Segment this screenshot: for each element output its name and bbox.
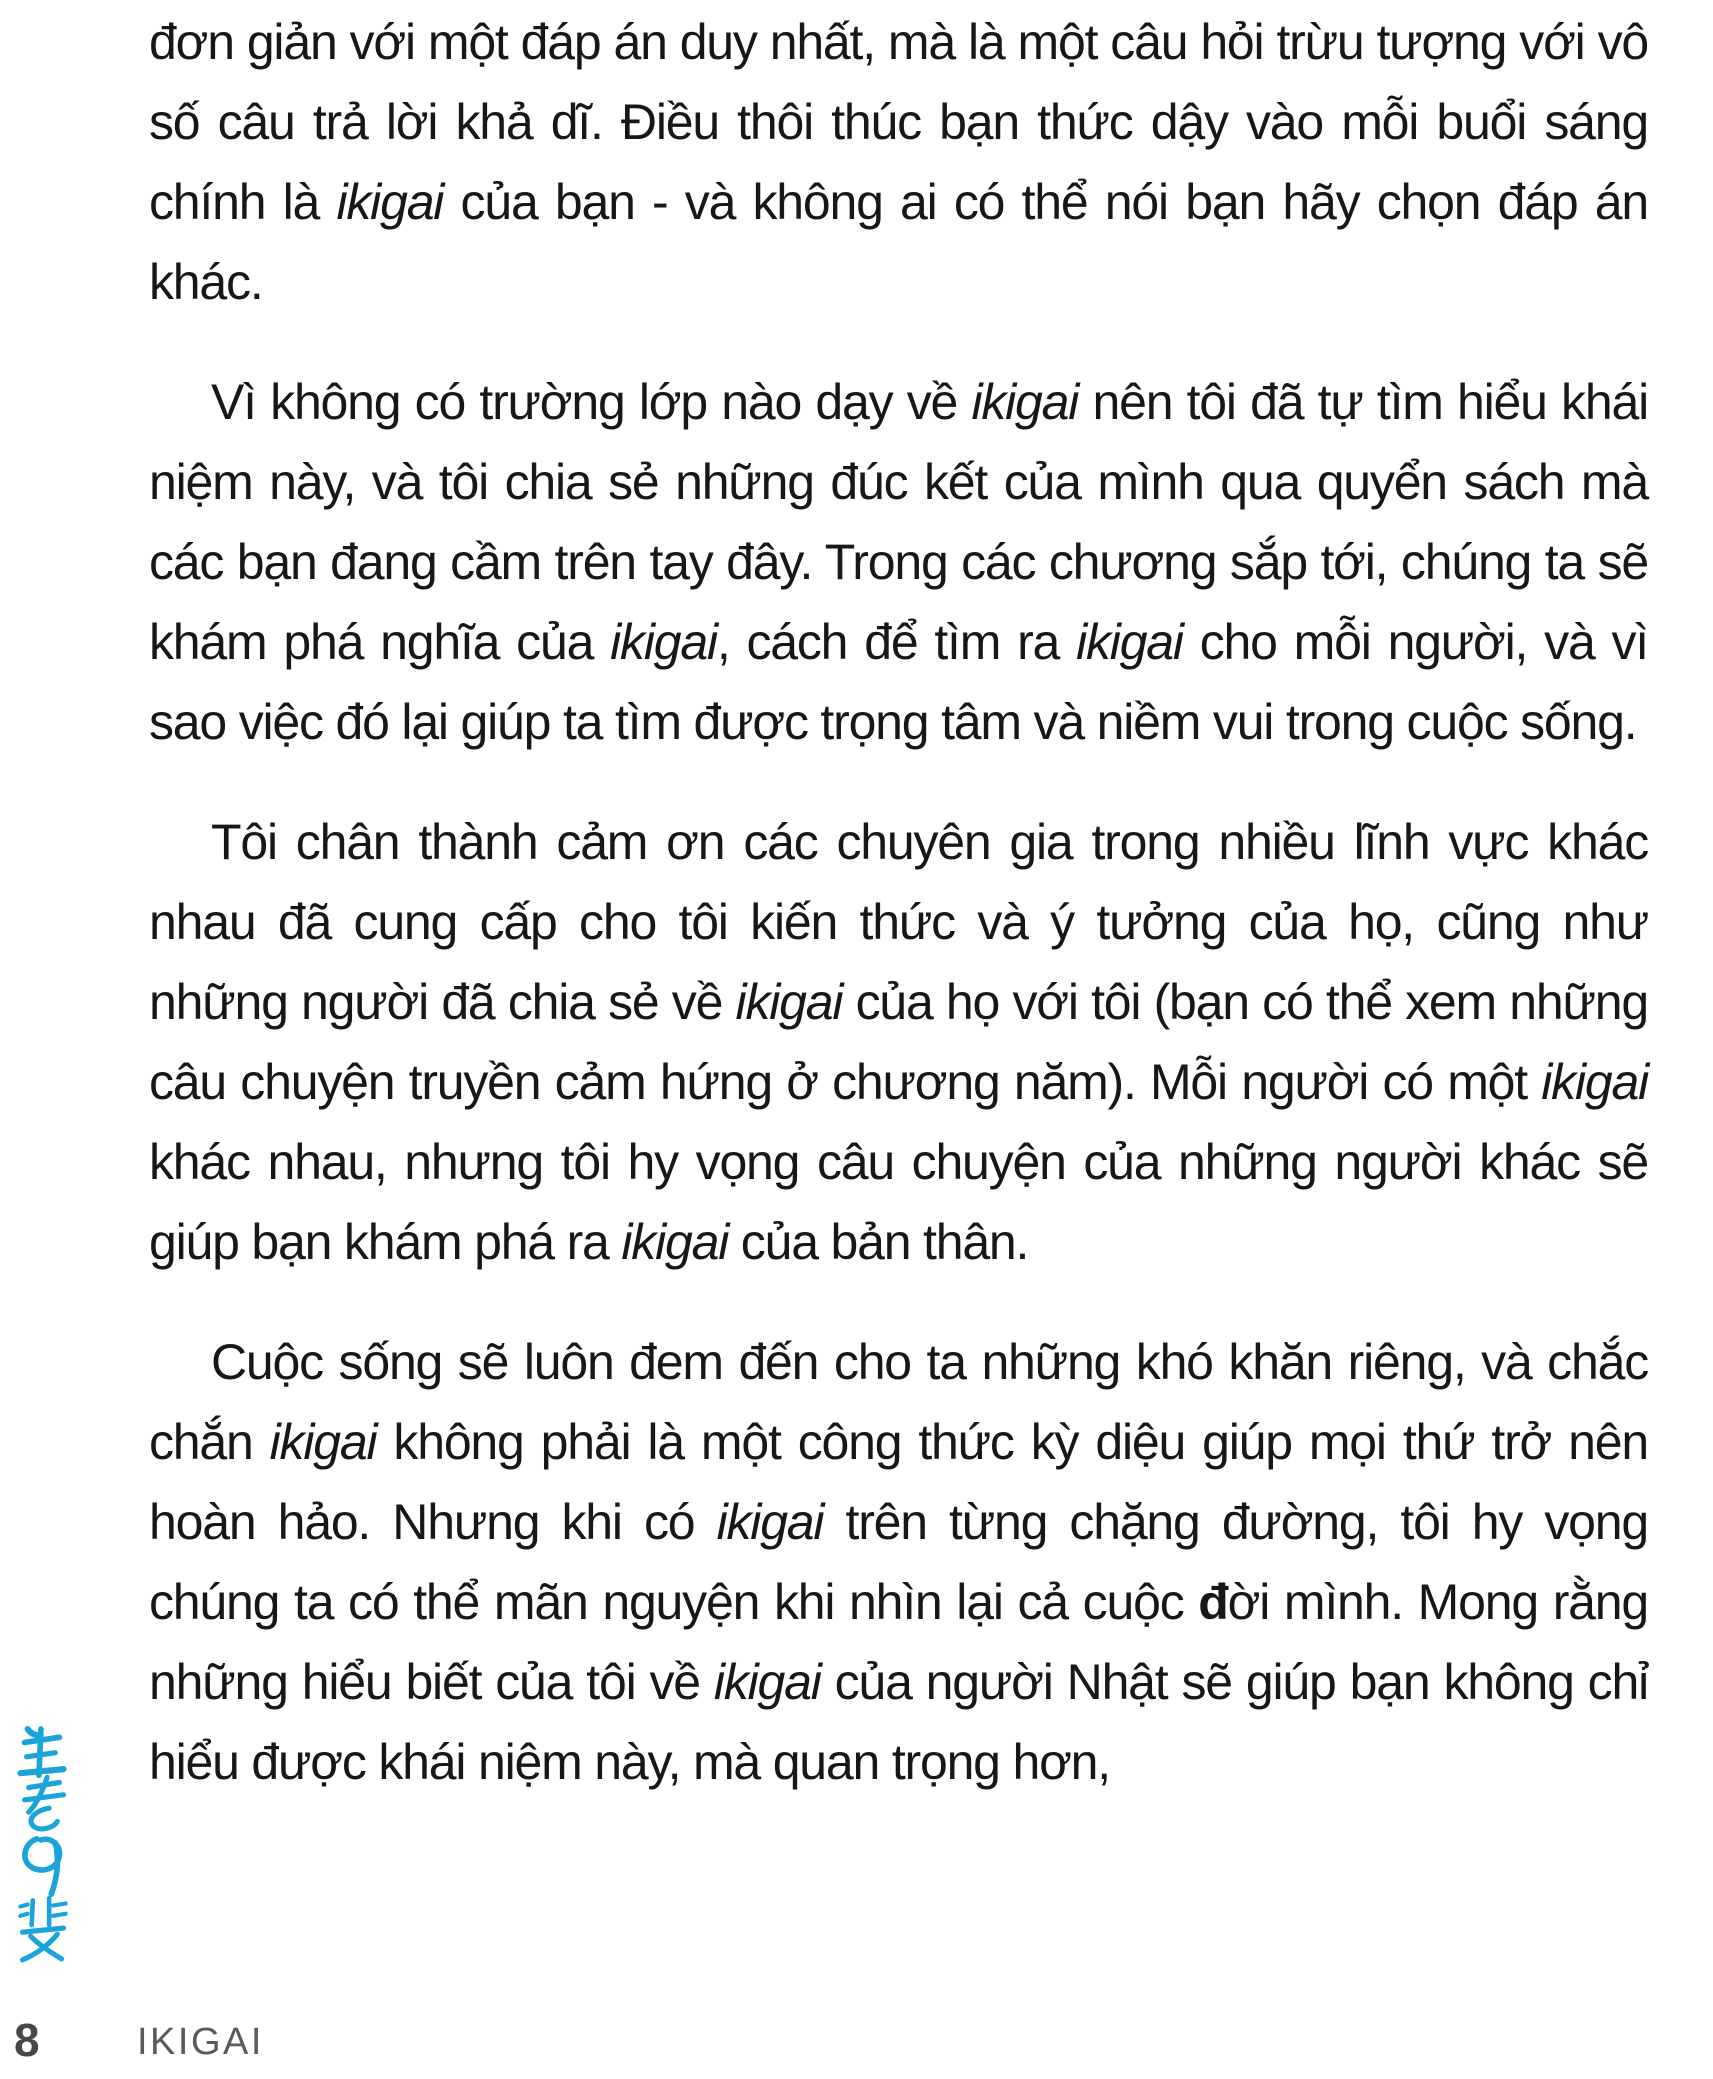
ikigai-term: ikigai [269, 1414, 377, 1470]
book-title: IKIGAI [137, 2021, 264, 2063]
ikigai-term: ikigai [716, 1494, 824, 1550]
ikigai-term: ikigai [610, 614, 717, 670]
text-run: không phải là một công thức kỳ diệu giúp mọi thứ trở nên hoàn hảo. Nhưng khi có [149, 1414, 1648, 1550]
ikigai-calligraphy-svg [10, 1724, 76, 1964]
paragraph [149, 1322, 1648, 1802]
text-run: khác nhau, nhưng tôi hy vọng câu chuyện của những người khác sẽ giúp bạn khám phá ra [149, 1134, 1648, 1270]
text-run: Vì không có trường lớp nào dạy về [211, 374, 972, 430]
kana-ki [25, 1777, 64, 1829]
paragraph [149, 362, 1648, 762]
text-run: đơn giản với một đáp án duy nhất, mà là một câu hỏi trừu tượng với vô số câu trả lời khả dĩ. Điều thôi thúc bạn thức dậy vào mỗi buổi sáng chính là [149, 14, 1648, 230]
text-run: của bạn - và không ai có thể nói bạn hãy chọn đáp án khác. [149, 174, 1649, 310]
kanji-hi [20, 1898, 65, 1960]
text-run: Tôi chân thành cảm ơn các chuyên gia trong nhiều lĩnh vực khác nhau đã cung cấp cho tôi kiến thức và ý tưởng của họ, cũng như những người đã chia sẻ về [149, 814, 1648, 1030]
kanji-sei [20, 1729, 63, 1775]
text-run: cho mỗi người, và vì sao việc đó lại giúp ta tìm được trọng tâm và niềm vui trong cuộc sống. [149, 614, 1648, 750]
text-run: của họ với tôi (bạn có thể xem những câu chuyện truyền cảm hứng ở chương năm). Mỗi người có một [149, 974, 1648, 1110]
kanji-kou [25, 1839, 60, 1894]
ikigai-term: ikigai [336, 174, 444, 230]
body-text [149, 2, 1648, 1842]
page-number: 8 [14, 2014, 40, 2066]
text-run: của người Nhật sẽ giúp bạn không chỉ hiểu được khái niệm này, mà quan trọng hơn, [149, 1654, 1649, 1790]
text-run: , cách để tìm ra [716, 614, 1077, 670]
bold-letter: đ [1198, 1574, 1228, 1630]
ikigai-term: ikigai [1541, 1054, 1648, 1110]
text-run: nên tôi đã tự tìm hiểu khái niệm này, và tôi chia sẻ những đúc kết của mình qua quyển sách mà các bạn đang cầm trên tay đây. Trong các chương sắp tới, chúng ta sẽ khám phá nghĩa của [149, 374, 1648, 670]
ikigai-term: ikigai [971, 374, 1079, 430]
ikigai-term: ikigai [1076, 614, 1183, 670]
text-run: Cuộc sống sẽ luôn đem đến cho ta những khó khăn riêng, và chắc chắn [149, 1334, 1648, 1470]
ikigai-term: ikigai [621, 1214, 729, 1270]
paragraph [149, 802, 1648, 1282]
paragraph [149, 2, 1648, 322]
ikigai-calligraphy-icon [10, 1724, 76, 1964]
text-run: của bản thân. [728, 1214, 1029, 1270]
ikigai-term: ikigai [713, 1654, 821, 1710]
text-run: ời mình. Mong rằng những hiểu biết của tôi về [149, 1574, 1649, 1710]
page-footer [0, 2014, 1713, 2066]
ikigai-term: ikigai [735, 974, 843, 1030]
text-run: trên từng chặng đường, tôi hy vọng chúng ta có thể mãn nguyện khi nhìn lại cả cuộc [149, 1494, 1648, 1630]
